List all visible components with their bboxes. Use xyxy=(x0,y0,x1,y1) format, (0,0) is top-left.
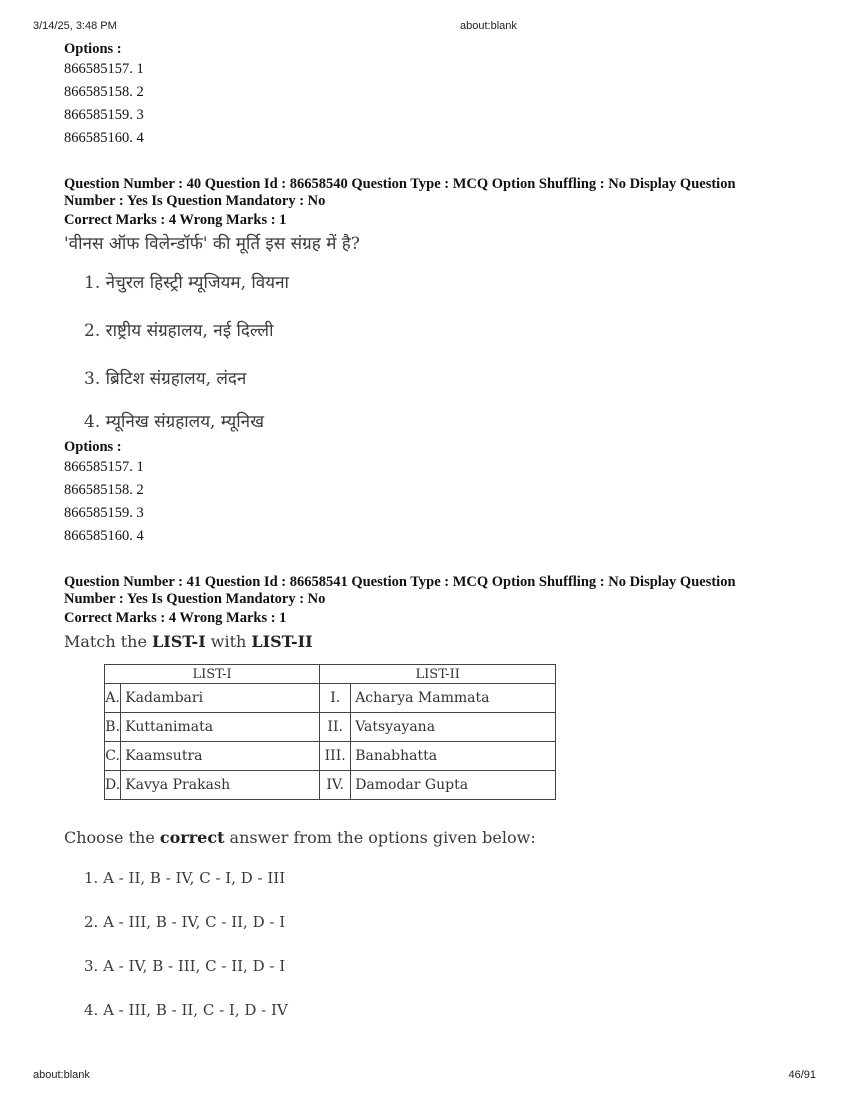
option-id: 866585159. 3 xyxy=(64,505,144,521)
list2-item: Banabhatta xyxy=(351,742,556,771)
table-row xyxy=(105,684,556,713)
table-header-row xyxy=(105,665,556,684)
question-meta: Number : Yes Is Question Mandatory : No xyxy=(64,193,326,209)
option-id: 866585157. 1 xyxy=(64,459,144,475)
answer-choice: 3. A - IV, B - III, C - II, D - I xyxy=(84,957,286,975)
answer-choice: 2. A - III, B - IV, C - II, D - I xyxy=(84,913,286,931)
print-datetime: 3/14/25, 3:48 PM xyxy=(33,20,117,32)
row-letter: B. xyxy=(105,713,121,742)
table-header-list2: LIST-II xyxy=(320,665,556,684)
choose-prefix: Choose the xyxy=(64,828,160,847)
answer-choice: 1. A - II, B - IV, C - I, D - III xyxy=(84,869,286,887)
print-url: about:blank xyxy=(460,20,517,32)
table-row xyxy=(105,771,556,800)
list1-item: Kavya Prakash xyxy=(121,771,320,800)
prev-options-block xyxy=(64,40,804,150)
choose-instruction xyxy=(64,828,804,856)
option-id: 866585157. 1 xyxy=(64,61,144,77)
choose-bold: correct xyxy=(159,828,225,847)
list2-item: Damodar Gupta xyxy=(351,771,556,800)
question-meta: Number : Yes Is Question Mandatory : No xyxy=(64,591,326,607)
option-id: 866585160. 4 xyxy=(64,528,144,544)
answer-choice: 3. ब्रिटिश संग्रहालय, लंदन xyxy=(84,369,247,389)
question-text xyxy=(64,628,804,664)
answer-choice: 4. A - III, B - II, C - I, D - IV xyxy=(84,1001,288,1019)
row-letter: C. xyxy=(105,742,121,771)
answer-choice: 4. म्यूनिख संग्रहालय, म्यूनिख xyxy=(84,412,264,432)
list1-item: Kuttanimata xyxy=(121,713,320,742)
question-40 xyxy=(64,176,804,548)
table-row xyxy=(105,742,556,771)
option-id: 866585160. 4 xyxy=(64,130,144,146)
choose-suffix: answer from the options given below: xyxy=(224,828,536,847)
question-marks: Correct Marks : 4 Wrong Marks : 1 xyxy=(64,212,287,228)
list1-item: Kaamsutra xyxy=(121,742,320,771)
answer-choice: 1. नेचुरल हिस्ट्री म्यूजियम, वियना xyxy=(84,273,289,293)
question-text: 'वीनस ऑफ विलेन्डॉर्फ' की मूर्ति इस संग्रह में है? xyxy=(64,234,360,254)
list2-item: Acharya Mammata xyxy=(351,684,556,713)
row-letter: D. xyxy=(105,771,121,800)
options-title: Options : xyxy=(64,41,122,57)
list2-item: Vatsyayana xyxy=(351,713,556,742)
match-prefix: Match the xyxy=(64,632,152,651)
page-content xyxy=(64,40,804,1032)
match-table xyxy=(104,664,556,800)
option-id: 866585158. 2 xyxy=(64,482,144,498)
row-roman: II. xyxy=(320,713,351,742)
match-with: with xyxy=(205,632,252,651)
options-title: Options : xyxy=(64,439,122,455)
answer-choice: 2. राष्ट्रीय संग्रहालय, नई दिल्ली xyxy=(84,321,274,341)
option-id: 866585159. 3 xyxy=(64,107,144,123)
list1-item: Kadambari xyxy=(121,684,320,713)
row-letter: A. xyxy=(105,684,121,713)
row-roman: I. xyxy=(320,684,351,713)
question-meta: Question Number : 40 Question Id : 86658540 Question Type : MCQ Option Shuffling : No Display Question xyxy=(64,176,736,192)
question-41 xyxy=(64,574,804,1032)
question-meta: Question Number : 41 Question Id : 86658541 Question Type : MCQ Option Shuffling : No Display Question xyxy=(64,574,736,590)
match-list2: LIST-II xyxy=(251,632,313,651)
table-row xyxy=(105,713,556,742)
page-number: 46/91 xyxy=(788,1069,816,1081)
row-roman: IV. xyxy=(320,771,351,800)
row-roman: III. xyxy=(320,742,351,771)
question-image xyxy=(64,230,804,438)
option-id: 866585158. 2 xyxy=(64,84,144,100)
footer-url: about:blank xyxy=(33,1069,90,1081)
match-list1: LIST-I xyxy=(152,632,206,651)
table-header-list1: LIST-I xyxy=(105,665,320,684)
question-marks: Correct Marks : 4 Wrong Marks : 1 xyxy=(64,610,287,626)
